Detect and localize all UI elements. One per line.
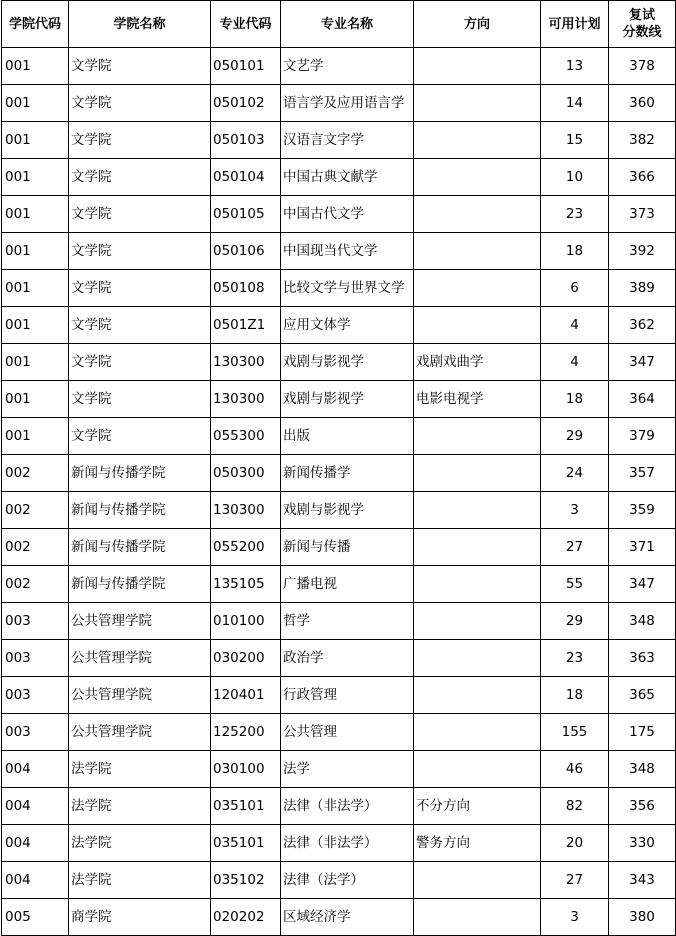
table-row bbox=[2, 640, 676, 677]
cell-plan: 15 bbox=[541, 122, 609, 159]
cell-college-code: 001 bbox=[2, 307, 69, 344]
table-row bbox=[2, 344, 676, 381]
cell-major-name: 法律（非法学） bbox=[281, 788, 414, 825]
cell-direction bbox=[414, 196, 541, 233]
cell-retest-score: 392 bbox=[609, 233, 676, 270]
header-major-code: 专业代码 bbox=[211, 1, 281, 48]
cell-major-name: 中国现当代文学 bbox=[281, 233, 414, 270]
cell-direction bbox=[414, 122, 541, 159]
cell-plan: 29 bbox=[541, 418, 609, 455]
cell-college-code: 003 bbox=[2, 603, 69, 640]
cell-college-code: 002 bbox=[2, 529, 69, 566]
cell-major-name: 法律（法学） bbox=[281, 862, 414, 899]
cell-major-name: 汉语言文字学 bbox=[281, 122, 414, 159]
cell-major-name: 文艺学 bbox=[281, 48, 414, 85]
cell-college-name: 公共管理学院 bbox=[69, 714, 211, 751]
table-row bbox=[2, 899, 676, 936]
table-row bbox=[2, 714, 676, 751]
cell-direction bbox=[414, 233, 541, 270]
table-body bbox=[2, 48, 676, 936]
cell-college-code: 001 bbox=[2, 381, 69, 418]
table-row bbox=[2, 492, 676, 529]
cell-direction bbox=[414, 85, 541, 122]
cell-direction bbox=[414, 899, 541, 936]
cell-retest-score: 379 bbox=[609, 418, 676, 455]
cell-college-name: 文学院 bbox=[69, 48, 211, 85]
cell-college-code: 004 bbox=[2, 788, 69, 825]
cell-direction bbox=[414, 529, 541, 566]
cell-direction bbox=[414, 307, 541, 344]
cell-retest-score: 389 bbox=[609, 270, 676, 307]
cell-retest-score: 365 bbox=[609, 677, 676, 714]
cell-college-code: 003 bbox=[2, 640, 69, 677]
cell-plan: 18 bbox=[541, 381, 609, 418]
cell-plan: 27 bbox=[541, 529, 609, 566]
cell-major-code: 035101 bbox=[211, 788, 281, 825]
cell-college-code: 001 bbox=[2, 48, 69, 85]
cell-direction bbox=[414, 714, 541, 751]
cell-college-name: 法学院 bbox=[69, 788, 211, 825]
admission-score-table bbox=[1, 0, 676, 936]
cell-plan: 20 bbox=[541, 825, 609, 862]
table-row bbox=[2, 788, 676, 825]
table-row bbox=[2, 603, 676, 640]
cell-major-name: 中国古典文献学 bbox=[281, 159, 414, 196]
cell-direction bbox=[414, 492, 541, 529]
header-direction: 方向 bbox=[414, 1, 541, 48]
cell-major-name: 语言学及应用语言学 bbox=[281, 85, 414, 122]
cell-college-name: 法学院 bbox=[69, 751, 211, 788]
cell-retest-score: 348 bbox=[609, 603, 676, 640]
cell-plan: 155 bbox=[541, 714, 609, 751]
cell-college-code: 002 bbox=[2, 566, 69, 603]
cell-plan: 18 bbox=[541, 677, 609, 714]
cell-retest-score: 360 bbox=[609, 85, 676, 122]
cell-retest-score: 347 bbox=[609, 566, 676, 603]
cell-retest-score: 371 bbox=[609, 529, 676, 566]
cell-major-code: 130300 bbox=[211, 381, 281, 418]
table-row bbox=[2, 122, 676, 159]
cell-major-code: 050104 bbox=[211, 159, 281, 196]
cell-major-code: 135105 bbox=[211, 566, 281, 603]
cell-plan: 82 bbox=[541, 788, 609, 825]
cell-major-name: 新闻与传播 bbox=[281, 529, 414, 566]
cell-direction bbox=[414, 418, 541, 455]
cell-college-code: 003 bbox=[2, 677, 69, 714]
table-row bbox=[2, 233, 676, 270]
cell-major-code: 050108 bbox=[211, 270, 281, 307]
cell-major-code: 130300 bbox=[211, 344, 281, 381]
cell-college-code: 001 bbox=[2, 159, 69, 196]
cell-retest-score: 356 bbox=[609, 788, 676, 825]
table-row bbox=[2, 307, 676, 344]
cell-college-code: 001 bbox=[2, 233, 69, 270]
cell-college-code: 004 bbox=[2, 825, 69, 862]
header-retest-score-line1: 复试 bbox=[628, 8, 655, 23]
cell-major-code: 055200 bbox=[211, 529, 281, 566]
cell-major-code: 050105 bbox=[211, 196, 281, 233]
cell-college-name: 文学院 bbox=[69, 122, 211, 159]
table-row bbox=[2, 566, 676, 603]
cell-college-name: 文学院 bbox=[69, 381, 211, 418]
cell-plan: 3 bbox=[541, 492, 609, 529]
cell-direction bbox=[414, 640, 541, 677]
cell-retest-score: 347 bbox=[609, 344, 676, 381]
cell-college-code: 004 bbox=[2, 862, 69, 899]
cell-major-name: 应用文体学 bbox=[281, 307, 414, 344]
cell-retest-score: 380 bbox=[609, 899, 676, 936]
cell-plan: 3 bbox=[541, 899, 609, 936]
cell-college-code: 005 bbox=[2, 899, 69, 936]
table-row bbox=[2, 455, 676, 492]
cell-college-name: 文学院 bbox=[69, 307, 211, 344]
table-header-row bbox=[2, 1, 676, 48]
cell-college-code: 002 bbox=[2, 492, 69, 529]
cell-direction: 警务方向 bbox=[414, 825, 541, 862]
cell-college-name: 文学院 bbox=[69, 270, 211, 307]
cell-major-code: 055300 bbox=[211, 418, 281, 455]
cell-major-code: 030200 bbox=[211, 640, 281, 677]
cell-college-name: 新闻与传播学院 bbox=[69, 455, 211, 492]
table-row bbox=[2, 825, 676, 862]
cell-major-name: 区域经济学 bbox=[281, 899, 414, 936]
cell-college-name: 文学院 bbox=[69, 196, 211, 233]
cell-college-name: 新闻与传播学院 bbox=[69, 492, 211, 529]
cell-major-code: 020202 bbox=[211, 899, 281, 936]
cell-major-name: 中国古代文学 bbox=[281, 196, 414, 233]
cell-direction: 电影电视学 bbox=[414, 381, 541, 418]
cell-major-code: 050103 bbox=[211, 122, 281, 159]
cell-direction bbox=[414, 270, 541, 307]
cell-major-name: 行政管理 bbox=[281, 677, 414, 714]
cell-major-name: 戏剧与影视学 bbox=[281, 381, 414, 418]
cell-major-name: 出版 bbox=[281, 418, 414, 455]
cell-major-code: 120401 bbox=[211, 677, 281, 714]
cell-retest-score: 357 bbox=[609, 455, 676, 492]
cell-college-code: 001 bbox=[2, 196, 69, 233]
table-row bbox=[2, 862, 676, 899]
header-college-code: 学院代码 bbox=[2, 1, 69, 48]
cell-college-name: 文学院 bbox=[69, 418, 211, 455]
cell-major-code: 030100 bbox=[211, 751, 281, 788]
cell-plan: 29 bbox=[541, 603, 609, 640]
table-row bbox=[2, 381, 676, 418]
cell-major-code: 035101 bbox=[211, 825, 281, 862]
cell-direction bbox=[414, 677, 541, 714]
cell-college-code: 001 bbox=[2, 270, 69, 307]
cell-major-name: 政治学 bbox=[281, 640, 414, 677]
cell-college-name: 文学院 bbox=[69, 85, 211, 122]
cell-college-name: 文学院 bbox=[69, 159, 211, 196]
cell-retest-score: 362 bbox=[609, 307, 676, 344]
cell-college-name: 法学院 bbox=[69, 825, 211, 862]
cell-plan: 14 bbox=[541, 85, 609, 122]
cell-direction bbox=[414, 751, 541, 788]
cell-college-code: 001 bbox=[2, 344, 69, 381]
cell-major-code: 125200 bbox=[211, 714, 281, 751]
cell-college-name: 公共管理学院 bbox=[69, 640, 211, 677]
cell-college-code: 001 bbox=[2, 122, 69, 159]
table-row bbox=[2, 677, 676, 714]
cell-major-code: 130300 bbox=[211, 492, 281, 529]
cell-plan: 27 bbox=[541, 862, 609, 899]
table-row bbox=[2, 270, 676, 307]
cell-plan: 23 bbox=[541, 640, 609, 677]
header-retest-score bbox=[609, 1, 676, 48]
cell-major-name: 哲学 bbox=[281, 603, 414, 640]
cell-college-code: 002 bbox=[2, 455, 69, 492]
cell-college-code: 004 bbox=[2, 751, 69, 788]
cell-retest-score: 378 bbox=[609, 48, 676, 85]
cell-direction bbox=[414, 159, 541, 196]
table-row bbox=[2, 196, 676, 233]
cell-major-name: 戏剧与影视学 bbox=[281, 344, 414, 381]
cell-retest-score: 363 bbox=[609, 640, 676, 677]
table-row bbox=[2, 529, 676, 566]
table-row bbox=[2, 751, 676, 788]
cell-plan: 10 bbox=[541, 159, 609, 196]
cell-direction: 不分方向 bbox=[414, 788, 541, 825]
cell-plan: 24 bbox=[541, 455, 609, 492]
cell-retest-score: 343 bbox=[609, 862, 676, 899]
cell-major-code: 010100 bbox=[211, 603, 281, 640]
header-college-name: 学院名称 bbox=[69, 1, 211, 48]
cell-college-name: 文学院 bbox=[69, 233, 211, 270]
cell-college-name: 新闻与传播学院 bbox=[69, 529, 211, 566]
header-plan: 可用计划 bbox=[541, 1, 609, 48]
cell-direction bbox=[414, 48, 541, 85]
cell-plan: 55 bbox=[541, 566, 609, 603]
header-retest-score-line2: 分数线 bbox=[622, 25, 662, 40]
cell-major-name: 广播电视 bbox=[281, 566, 414, 603]
cell-retest-score: 348 bbox=[609, 751, 676, 788]
cell-plan: 46 bbox=[541, 751, 609, 788]
cell-direction bbox=[414, 566, 541, 603]
cell-major-code: 050101 bbox=[211, 48, 281, 85]
cell-plan: 23 bbox=[541, 196, 609, 233]
cell-college-name: 商学院 bbox=[69, 899, 211, 936]
cell-major-code: 050106 bbox=[211, 233, 281, 270]
cell-college-name: 公共管理学院 bbox=[69, 677, 211, 714]
cell-college-code: 001 bbox=[2, 418, 69, 455]
cell-major-code: 050300 bbox=[211, 455, 281, 492]
table-row bbox=[2, 85, 676, 122]
table-row bbox=[2, 418, 676, 455]
header-major-name: 专业名称 bbox=[281, 1, 414, 48]
cell-major-name: 比较文学与世界文学 bbox=[281, 270, 414, 307]
cell-major-name: 法律（非法学） bbox=[281, 825, 414, 862]
cell-plan: 13 bbox=[541, 48, 609, 85]
cell-major-code: 050102 bbox=[211, 85, 281, 122]
cell-retest-score: 366 bbox=[609, 159, 676, 196]
cell-retest-score: 373 bbox=[609, 196, 676, 233]
cell-plan: 6 bbox=[541, 270, 609, 307]
cell-direction: 戏剧戏曲学 bbox=[414, 344, 541, 381]
cell-college-name: 法学院 bbox=[69, 862, 211, 899]
cell-plan: 18 bbox=[541, 233, 609, 270]
cell-major-name: 新闻传播学 bbox=[281, 455, 414, 492]
cell-major-name: 戏剧与影视学 bbox=[281, 492, 414, 529]
cell-college-code: 001 bbox=[2, 85, 69, 122]
cell-college-name: 公共管理学院 bbox=[69, 603, 211, 640]
cell-major-name: 公共管理 bbox=[281, 714, 414, 751]
cell-retest-score: 364 bbox=[609, 381, 676, 418]
cell-retest-score: 330 bbox=[609, 825, 676, 862]
cell-major-code: 035102 bbox=[211, 862, 281, 899]
cell-retest-score: 175 bbox=[609, 714, 676, 751]
cell-direction bbox=[414, 603, 541, 640]
cell-retest-score: 359 bbox=[609, 492, 676, 529]
cell-college-code: 003 bbox=[2, 714, 69, 751]
cell-retest-score: 382 bbox=[609, 122, 676, 159]
cell-major-name: 法学 bbox=[281, 751, 414, 788]
cell-college-name: 文学院 bbox=[69, 344, 211, 381]
cell-direction bbox=[414, 862, 541, 899]
cell-plan: 4 bbox=[541, 344, 609, 381]
cell-direction bbox=[414, 455, 541, 492]
cell-major-code: 0501Z1 bbox=[211, 307, 281, 344]
cell-college-name: 新闻与传播学院 bbox=[69, 566, 211, 603]
table-row bbox=[2, 159, 676, 196]
cell-plan: 4 bbox=[541, 307, 609, 344]
table-row bbox=[2, 48, 676, 85]
